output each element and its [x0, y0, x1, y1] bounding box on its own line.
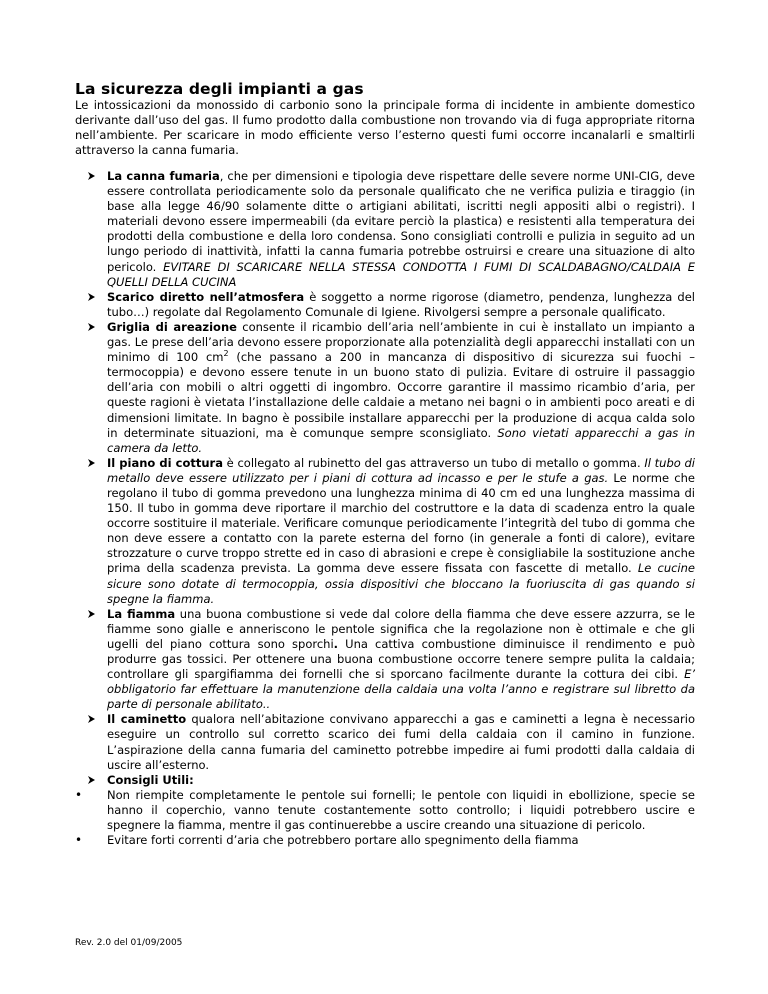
- item-text: una buona combustione si vede dal colore della fiamma che deve essere azzurra, se le fiamme sono gialle e anneriscono le pentole significa che la regolazione non è ottimale e che gli ugelli del piano cottura sono sporchi: [107, 606, 695, 651]
- item-heading: Scarico diretto nell’atmosfera: [107, 289, 305, 304]
- item-text: è collegato al rubinetto del gas attraverso un tubo di metallo o gomma.: [222, 455, 645, 470]
- item-italic-note: EVITARE DI SCARICARE NELLA STESSA CONDOTTA I FUMI DI SCALDABAGNO/CALDAIA E QUELLI DELLA CUCINA: [107, 259, 696, 289]
- item-text: è soggetto a norme rigorose (diametro, pendenza, lunghezza del tubo…) regolate dal Regolamento Comunale di Igiene. Rivolgersi sempre a personale qualificato.: [107, 289, 695, 319]
- arrow-bullet-icon: [87, 320, 99, 335]
- arrow-bullet-icon: [87, 712, 99, 727]
- item-italic-note: Le cucine sicure sono dotate di termocoppia, ossia dispositivi che bloccano la fuoriuscita di gas quando si spegne la fiamma.: [107, 561, 695, 606]
- arrow-bullet-icon: [87, 169, 99, 184]
- tip-item: [75, 833, 695, 848]
- arrow-bullet-icon: [87, 290, 99, 305]
- safety-list: [0, 169, 768, 848]
- list-item-fiamma: [0, 607, 768, 713]
- item-heading: La canna fumaria: [107, 169, 220, 183]
- list-item-consigli-utili: [0, 773, 768, 848]
- page-title: La sicurezza degli impianti a gas: [75, 80, 364, 98]
- item-text: Una cattiva combustione diminuisce il rendimento e può produrre gas tossici. Per ottenere una buona combustione occorre tenere sempre pulita la caldaia; controllare gli spargifiamma dei fornelli che si sporcano facilmente durante la cottura dei cibi.: [107, 636, 695, 682]
- tips-list: [75, 787, 695, 848]
- arrow-bullet-icon: [87, 773, 99, 788]
- item-text: qualora nell’abitazione convivano apparecchi a gas e caminetti a legna è necessario eseguire un controllo sul corretto scarico dei fumi della caldaia con il camino in funzione. L’aspirazione della canna fumaria del caminetto potrebbe impedire ai fumi prodotti dalla caldaia di uscire all’esterno.: [107, 712, 696, 772]
- item-heading: Il caminetto: [107, 712, 187, 727]
- item-text: consente il ricambio dell’aria nell’ambiente in cui è installato un impianto a gas. Le prese dell’aria devono essere proporzionate alla potenzialità degli apparecchi installati con un minimo di 100 cm: [107, 319, 695, 365]
- item-italic-note: E’ obbligatorio far effettuare la manutenzione della caldaia una volta l’anno e registrare sul libretto da parte di personale abilitato..: [107, 667, 695, 712]
- tip-item: [75, 787, 695, 833]
- tip-text: Evitare forti correnti d’aria che potrebbero portare allo spegnimento della fiamma: [107, 833, 579, 848]
- intro-paragraph: Le intossicazioni da monossido di carbonio sono la principale forma di incidente in ambiente domestico derivante dall’uso del gas. Il fumo prodotto dalla combustione non trovando via di fuga appropriate ritorna nell’ambiente. Per scaricare in modo efficiente verso l’esterno questi fumi occorre incanalarli e smaltirli attraverso la canna fumaria.: [75, 98, 695, 157]
- superscript: 2: [223, 349, 229, 359]
- dot-bullet-icon: •: [75, 787, 83, 802]
- item-heading: La fiamma: [107, 606, 176, 621]
- item-heading: Griglia di areazione: [107, 319, 237, 334]
- list-item-griglia-areazione: [0, 320, 768, 456]
- item-italic-note: Sono vietati apparecchi a gas in camera da letto.: [107, 425, 695, 455]
- item-heading: Il piano di cottura: [107, 455, 223, 470]
- item-bold-period: .: [333, 636, 339, 651]
- item-heading: Consigli Utili:: [107, 772, 194, 787]
- list-item-caminetto: [0, 712, 768, 772]
- arrow-bullet-icon: [87, 607, 99, 622]
- item-text: , che per dimensioni e tipologia deve rispettare delle severe norme UNI-CIG, deve essere controllata periodicamente solo da personale qualificato che ne verifica pulizia e tiraggio (in base alla legge 46/90 solamente ditte o artigiani abilitati, iscritti negli appositi albi o registri). I materiali devono essere impermeabili (da evitare perciò la plastica) e resistenti alla temperatura dei prodotti della combustione e della loro condensa. Sono consigliati controlli e pulizia in seguito ad un lungo periodo di inattività, infatti la canna fumaria potrebbe ostruirsi e creare una situazione di alto pericolo.: [107, 169, 695, 274]
- list-item-piano-cottura: [0, 456, 768, 607]
- footer-revision: Rev. 2.0 del 01/09/2005: [75, 938, 183, 948]
- arrow-bullet-icon: [87, 456, 99, 471]
- item-italic-note: Il tubo di metallo deve essere utilizzato per i piani di cottura ad incasso e per le stufe a gas.: [107, 455, 695, 485]
- dot-bullet-icon: •: [75, 833, 83, 848]
- tip-text: Non riempite completamente le pentole sui fornelli; le pentole con liquidi in ebollizione, specie se hanno il coperchio, vanno tenute costantemente sotto controllo; i liquidi potrebbero uscire e spegnere la fiamma, mentre il gas continuerebbe a uscire creando una situazione di pericolo.: [107, 787, 695, 833]
- item-text: (che passano a 200 in mancanza di dispositivo di sicurezza sui fuochi – termocoppia) e devono essere tenute in un buono stato di pulizia. Evitare di ostruire il passaggio dell’aria con mobili o altri oggetti di ingombro. Occorre garantire il massimo ricambio d’aria, per queste ragioni è vietata l’installazione delle caldaie a metano nei bagni o in ambienti poco areati e di dimensioni limitate. In bagno è possibile installare apparecchi per la produzione di acqua calda solo in determinate situazioni, ma è comunque sempre sconsigliato.: [107, 350, 695, 440]
- list-item-scarico-diretto: [0, 290, 768, 320]
- list-item-canna-fumaria: [0, 169, 768, 290]
- item-text: Le norme che regolano il tubo di gomma prevedono una lunghezza minima di 40 cm ed una lunghezza massima di 150. Il tubo in gomma deve riportare il marchio del costruttore e la data di scadenza entro la quale occorre sostituire il materiale. Verificare comunque periodicamente l’integrità del tubo di gomma che non deve essere a contatto con la parete esterna del forno (in generale a fonti di calore), evitare strozzature o curve troppo strette ed in caso di abrasioni e crepe è consigliabile la sostituzione anche prima della scadenza prevista. La gomma deve essere fissata con fascette di metallo.: [107, 470, 695, 576]
